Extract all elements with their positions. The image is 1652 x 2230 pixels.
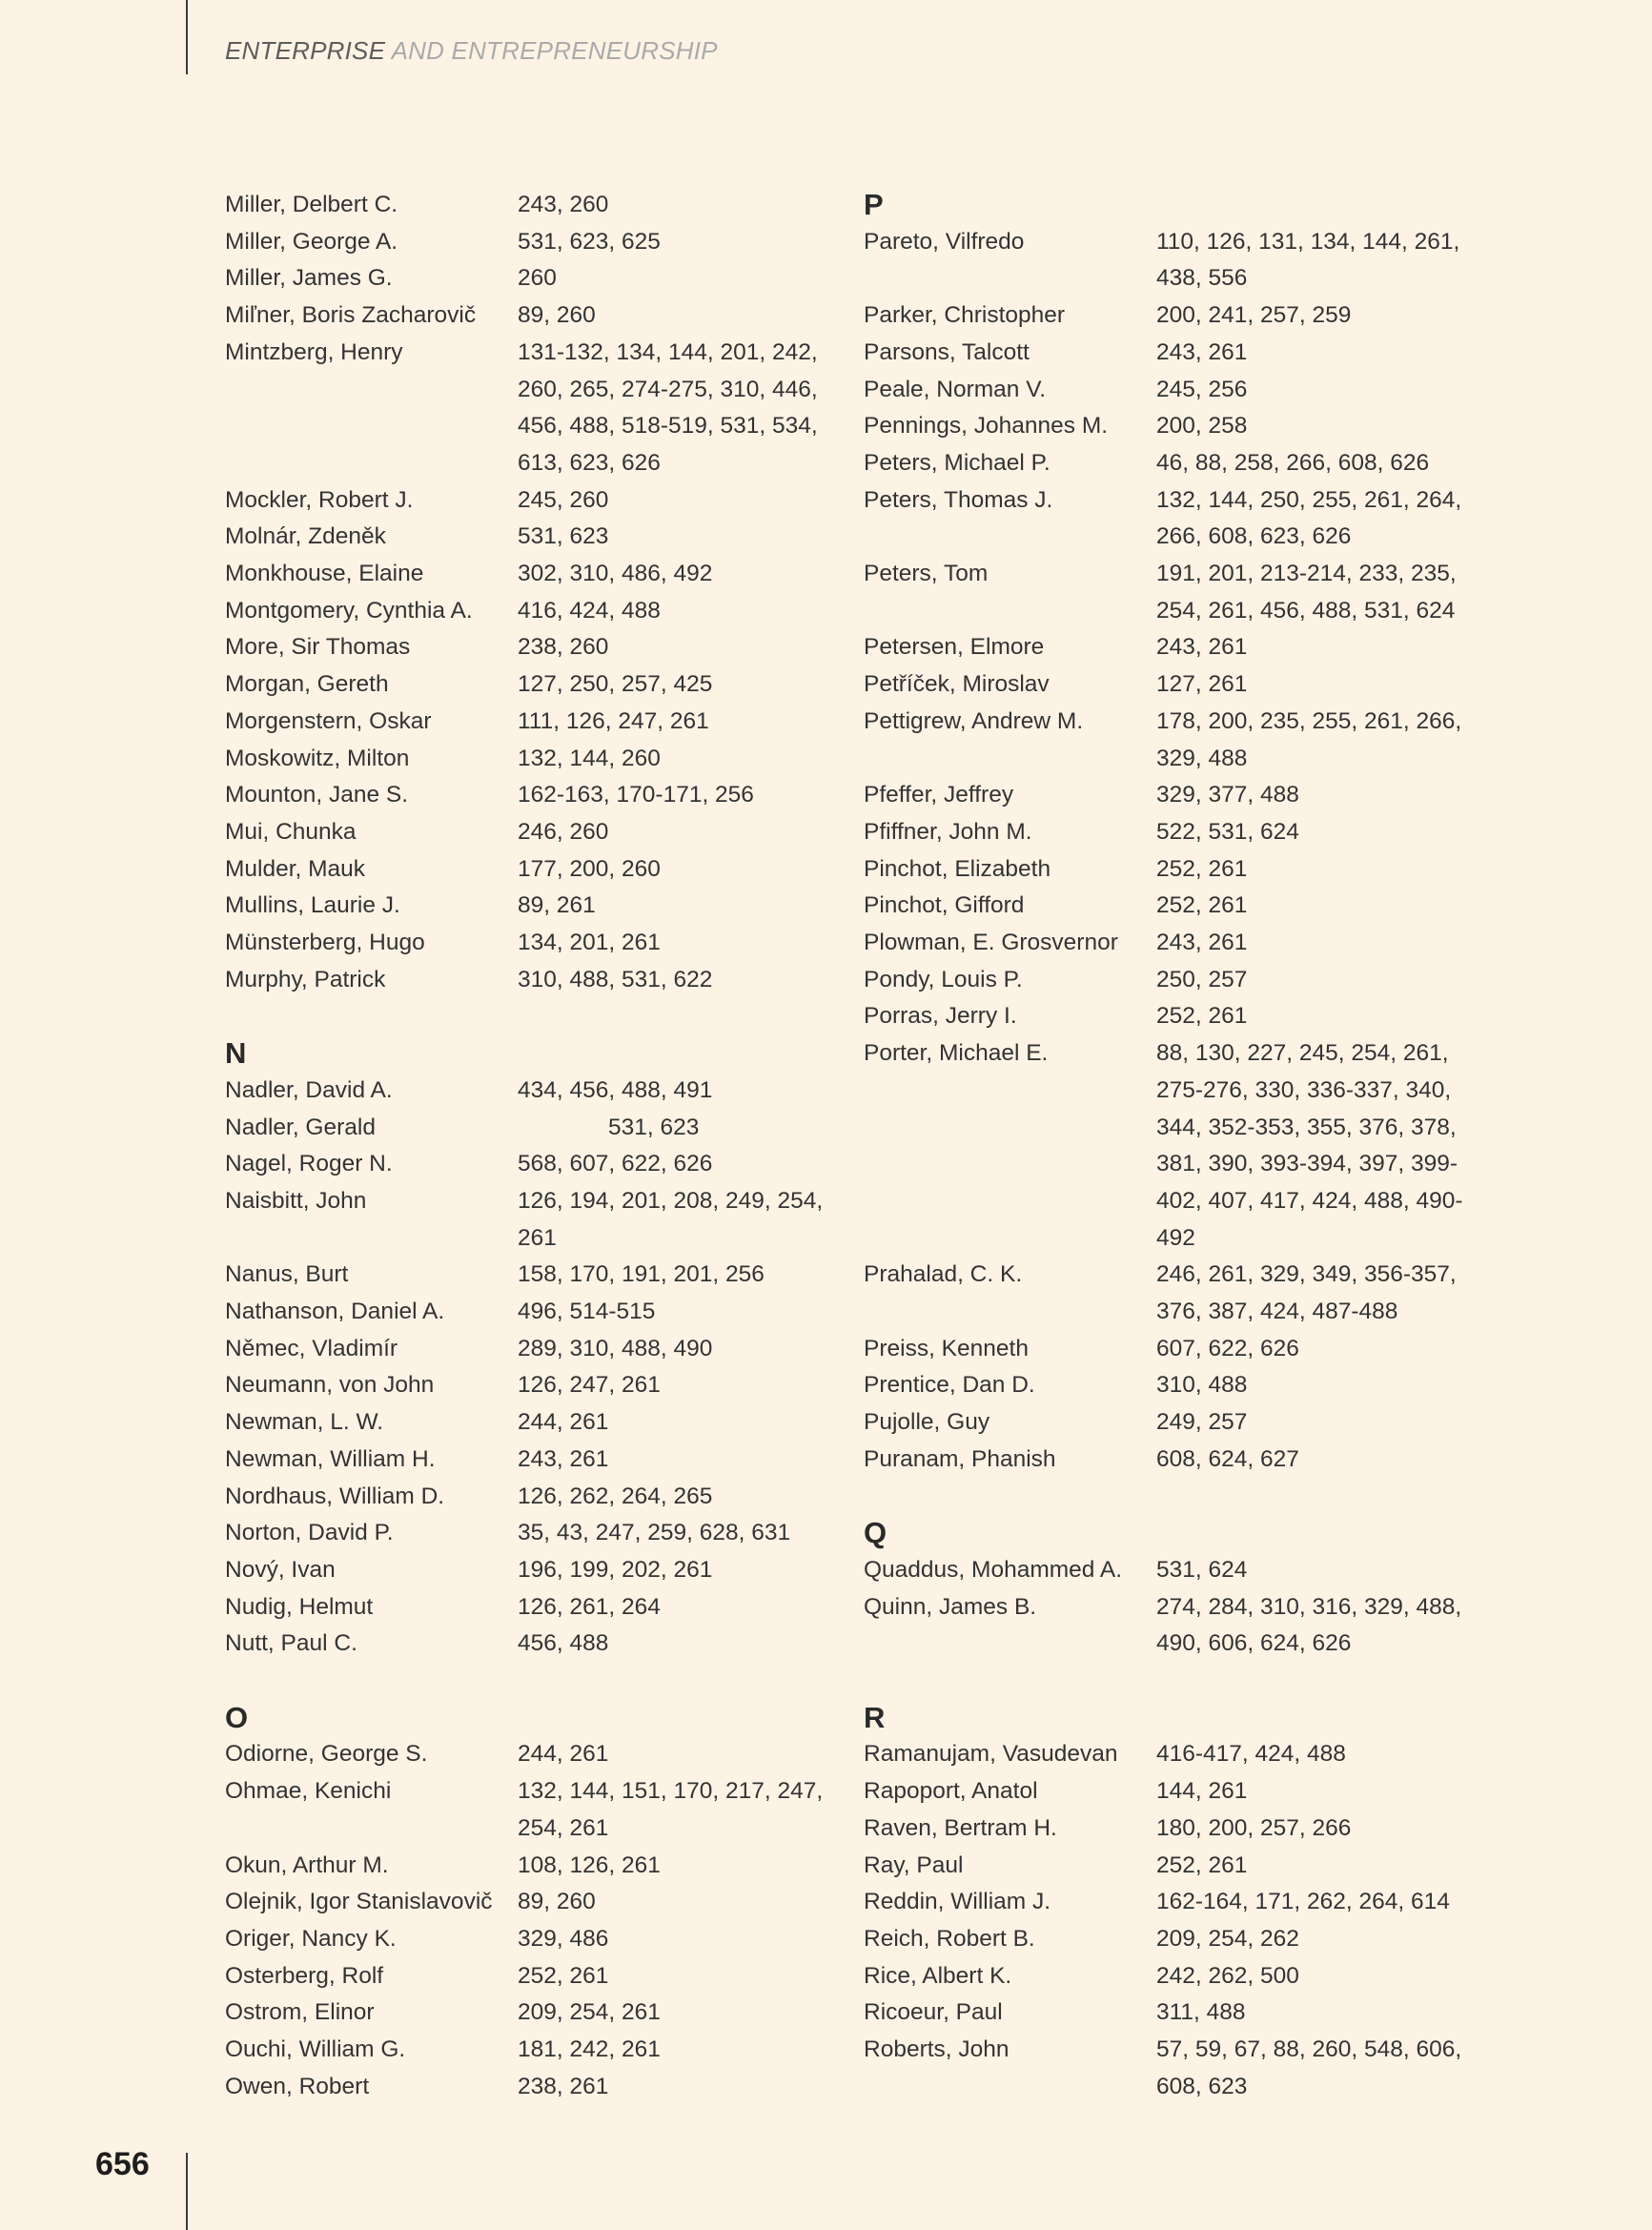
entry-pages: 245, 260 [518,486,609,513]
index-entry [225,1515,835,1552]
index-entry [225,666,835,704]
entry-name: Prahalad, C. K. [864,1261,1023,1288]
entry-pages: 108, 126, 261 [518,1852,661,1878]
entry-pages: 531, 623 [518,523,609,550]
entry-name: Olejnik, Igor Stanislavovič [225,1889,493,1915]
section-letter: P [864,188,884,221]
entry-pages: 131-132, 134, 144, 201, 242, 260, 265, 274-275, 310, 446, 456, 488, 518-519, 531, 534, 613, 623, 626 [518,338,818,476]
entry-pages: 243, 260 [518,192,609,217]
entry-name: Okun, Arthur M. [225,1852,389,1878]
entry-pages: 244, 261 [518,1741,609,1768]
entry-pages: 274, 284, 310, 316, 329, 488, 490, 606, 624, 626 [1156,1593,1462,1657]
entry-pages: 416-417, 424, 488 [1156,1741,1346,1768]
entry-pages: 252, 261 [1156,1852,1248,1878]
entry-pages: 126, 194, 201, 208, 249, 254, 261 [518,1187,824,1251]
entry-name: Mui, Chunka [225,818,357,845]
index-entry [864,814,1474,851]
index-entry [864,851,1474,889]
entry-pages: 456, 488 [518,1630,609,1657]
entry-name: Miller, George A. [225,228,398,255]
section-gap [864,1479,1474,1516]
entry-pages: 46, 88, 258, 266, 608, 626 [1156,449,1430,476]
index-entry [225,629,835,666]
entry-pages: 209, 254, 262 [1156,1925,1299,1952]
entry-pages: 243, 261 [1156,338,1248,365]
entry-pages: 329, 486 [518,1925,609,1952]
entry-name: Münsterberg, Hugo [225,930,425,956]
header-title-primary: ENTERPRISE [225,36,386,65]
entry-name: Pennings, Johannes M. [864,413,1109,440]
entry-name: Nagel, Roger N. [225,1151,393,1177]
index-entry [864,1442,1474,1479]
index-entry [225,1921,835,1958]
section-gap [225,998,835,1035]
index-entry [225,814,835,851]
index-entry [225,1552,835,1589]
entry-name: Raven, Bertram H. [864,1814,1057,1841]
entry-pages: 568, 607, 622, 626 [518,1151,713,1177]
entry-name: Pfiffner, John M. [864,818,1032,845]
entry-name: Porras, Jerry I. [864,1003,1017,1030]
entry-name: Peale, Norman V. [864,376,1047,402]
index-entry [225,888,835,925]
entry-pages: 178, 200, 235, 255, 261, 266, 329, 488 [1156,707,1462,771]
index-entry [864,1773,1474,1811]
entry-name: Nadler, David A. [225,1076,393,1103]
entry-name: Reich, Robert B. [864,1925,1035,1952]
index-entry [864,1589,1474,1663]
entry-name: Mounton, Jane S. [225,782,409,808]
entry-pages: 180, 200, 257, 266 [1156,1814,1352,1841]
entry-pages: 243, 261 [518,1445,609,1472]
section-gap [864,1663,1474,1700]
section-letter: R [864,1700,886,1734]
index-entry [225,2032,835,2069]
index-entry [225,2069,835,2106]
index-entry [225,1367,835,1404]
index-entry [225,1626,835,1663]
entry-name: Ostrom, Elinor [225,1999,375,2026]
index-entry [225,593,835,630]
entry-pages: 243, 261 [1156,634,1248,661]
index-entry [225,297,835,335]
entry-pages: 127, 261 [1156,671,1248,698]
entry-pages: 496, 514-515 [518,1299,656,1325]
index-entry [864,297,1474,335]
entry-name: Moskowitz, Milton [225,745,410,771]
entry-name: Peters, Thomas J. [864,486,1053,513]
entry-name: Newman, L. W. [225,1409,384,1436]
entry-name: Owen, Robert [225,2073,370,2099]
entry-pages: 162-164, 171, 262, 264, 614 [1156,1889,1450,1915]
index-entry [864,1552,1474,1589]
index-entry [864,1736,1474,1773]
entry-name: Neumann, von John [225,1372,435,1399]
entry-name: Pujolle, Guy [864,1409,990,1436]
entry-name: Norton, David P. [225,1520,394,1546]
index-entry [225,1848,835,1885]
entry-name: Quaddus, Mohammed A. [864,1556,1123,1583]
entry-pages: 310, 488, 531, 622 [518,966,713,992]
entry-name: More, Sir Thomas [225,634,411,661]
entry-name: Ramanujam, Vasudevan [864,1741,1118,1768]
entry-pages: 200, 258 [1156,413,1248,440]
index-entry [225,1773,835,1847]
header-title-secondary: AND ENTREPRENEURSHIP [391,36,718,65]
entry-name: Nadler, Gerald [225,1114,376,1140]
index-entry [225,925,835,962]
entry-name: Morgenstern, Oskar [225,707,432,734]
section-letter: N [225,1036,247,1071]
entry-name: Pettigrew, Andrew M. [864,707,1084,734]
entry-name: Roberts, John [864,2036,1010,2063]
entry-name: Murphy, Patrick [225,966,386,992]
entry-name: Miller, Delbert C. [225,192,398,217]
entry-name: Peters, Tom [864,561,989,587]
entry-name: Porter, Michael E. [864,1040,1049,1067]
entry-pages: 126, 261, 264 [518,1593,661,1620]
entry-name: Prentice, Dan D. [864,1372,1035,1399]
entry-pages: 252, 261 [1156,1003,1248,1030]
index-entry [864,408,1474,445]
index-entry [225,1073,835,1110]
index-entry [864,704,1474,777]
entry-pages: 110, 126, 131, 134, 144, 261, 438, 556 [1156,228,1460,292]
entry-pages: 531, 623, 625 [518,228,661,255]
entry-name: Origer, Nancy K. [225,1925,397,1952]
index-entry [225,704,835,741]
entry-name: Petersen, Elmore [864,634,1045,661]
index-entry [225,1146,835,1183]
entry-pages: 260 [518,265,557,292]
index-entry [864,629,1474,666]
entry-pages: 250, 257 [1156,966,1248,992]
entry-name: Miľner, Boris Zacharovič [225,302,477,329]
index-entry [225,482,835,520]
entry-pages: 89, 261 [518,892,596,919]
entry-pages: 245, 256 [1156,376,1248,402]
entry-pages: 252, 261 [1156,892,1248,919]
entry-name: Peters, Michael P. [864,449,1050,476]
entry-pages: 126, 262, 264, 265 [518,1483,713,1509]
entry-pages: 302, 310, 486, 492 [518,561,713,587]
index-column-right [864,187,1474,2105]
entry-pages: 181, 242, 261 [518,2036,661,2063]
entry-name: Mulder, Mauk [225,855,366,882]
entry-pages: 249, 257 [1156,1409,1248,1436]
entry-name: Montgomery, Cynthia A. [225,597,473,624]
entry-name: Quinn, James B. [864,1593,1037,1620]
section-letter: Q [864,1516,887,1550]
entry-pages: 531, 624 [1156,1556,1248,1583]
entry-name: Němec, Vladimír [225,1335,398,1361]
entry-pages: 434, 456, 488, 491 [518,1076,713,1103]
entry-pages: 57, 59, 67, 88, 260, 548, 606, 608, 623 [1156,2036,1462,2099]
index-entry [864,925,1474,962]
index-entry [864,777,1474,814]
entry-name: Pondy, Louis P. [864,966,1023,992]
entry-pages: 35, 43, 247, 259, 628, 631 [518,1520,791,1546]
index-entry [864,1921,1474,1958]
entry-name: Ohmae, Kenichi [225,1778,392,1805]
entry-name: Pinchot, Elizabeth [864,855,1051,882]
index-entry [225,1958,835,1995]
entry-name: Reddin, William J. [864,1889,1051,1915]
index-entry [864,335,1474,372]
index-entry [864,998,1474,1035]
entry-pages: 289, 310, 488, 490 [518,1335,713,1361]
entry-pages: 238, 260 [518,634,609,661]
entry-name: Plowman, E. Grosvernor [864,930,1118,956]
entry-pages: 416, 424, 488 [518,597,661,624]
entry-pages: 88, 130, 227, 245, 254, 261, 275-276, 330, 336-337, 340, 344, 352-353, 355, 376, 378, 381, 390, 393-394, 397, 399-402, 407, 417, 424, 488, 490-492 [1156,1040,1463,1251]
index-entry [225,1736,835,1773]
entry-pages: 246, 260 [518,818,609,845]
entry-pages: 238, 261 [518,2073,609,2099]
index-entry [225,1331,835,1368]
footer-rule [186,2153,188,2230]
entry-pages: 191, 201, 213-214, 233, 235, 254, 261, 456, 488, 531, 624 [1156,561,1457,624]
entry-name: Petříček, Miroslav [864,671,1050,698]
entry-name: Nudig, Helmut [225,1593,374,1620]
index-entry [225,1257,835,1294]
entry-pages: 89, 260 [518,302,596,329]
entry-name: Nový, Ivan [225,1556,336,1583]
entry-name: Pinchot, Gifford [864,892,1025,919]
index-entry [864,962,1474,999]
section-letter: O [225,1700,249,1734]
entry-name: Ouchi, William G. [225,2036,406,2063]
entry-name: Pareto, Vilfredo [864,228,1025,255]
entry-pages: 127, 250, 257, 425 [518,671,713,698]
index-entry [225,260,835,297]
index-entry [864,1404,1474,1442]
entry-pages: 531, 623 [608,1114,700,1140]
index-entry [225,1884,835,1921]
entry-pages: 132, 144, 260 [518,745,661,771]
entry-pages: 134, 201, 261 [518,930,661,956]
index-entry [864,1257,1474,1330]
entry-pages: 144, 261 [1156,1778,1248,1805]
entry-name: Miller, James G. [225,265,393,292]
entry-name: Newman, William H. [225,1445,436,1472]
entry-name: Nanus, Burt [225,1261,349,1288]
index-entry [225,962,835,999]
index-entry [864,666,1474,704]
entry-name: Parsons, Talcott [864,338,1030,365]
entry-pages: 311, 488 [1156,1999,1246,2026]
entry-name: Morgan, Gereth [225,671,389,698]
index-column-left [225,187,835,2106]
section-gap [225,1663,835,1700]
index-entry [864,556,1474,629]
entry-name: Mullins, Laurie J. [225,892,400,919]
entry-pages: 607, 622, 626 [1156,1335,1299,1361]
index-entry [225,1110,835,1147]
index-entry [225,187,835,224]
entry-name: Rapoport, Anatol [864,1778,1038,1805]
entry-name: Molnár, Zdeněk [225,523,386,550]
entry-name: Nathanson, Daniel A. [225,1299,445,1325]
index-entry [864,1848,1474,1885]
entry-pages: 242, 262, 500 [1156,1962,1299,1989]
entry-name: Pfeffer, Jeffrey [864,782,1014,808]
index-entry [225,1294,835,1331]
entry-name: Nutt, Paul C. [225,1630,357,1657]
entry-name: Naisbitt, John [225,1187,367,1214]
index-entry [864,1035,1474,1257]
index-entry [864,445,1474,482]
index-entry [225,335,835,482]
entry-name: Mockler, Robert J. [225,486,414,513]
entry-name: Mintzberg, Henry [225,338,403,365]
entry-pages: 209, 254, 261 [518,1999,661,2026]
entry-pages: 252, 261 [518,1962,609,1989]
entry-pages: 246, 261, 329, 349, 356-357, 376, 387, 424, 487-488 [1156,1261,1457,1325]
entry-pages: 329, 377, 488 [1156,782,1299,808]
index-entry [864,224,1474,297]
entry-pages: 132, 144, 250, 255, 261, 264, 266, 608, 623, 626 [1156,486,1462,550]
entry-pages: 522, 531, 624 [1156,818,1299,845]
index-entry [864,1331,1474,1368]
entry-pages: 608, 624, 627 [1156,1445,1299,1472]
entry-name: Osterberg, Rolf [225,1962,384,1989]
entry-name: Nordhaus, William D. [225,1483,445,1509]
index-entry [225,851,835,889]
index-entry [864,1367,1474,1404]
index-entry [864,1884,1474,1921]
entry-pages: 132, 144, 151, 170, 217, 247, 254, 261 [518,1778,824,1841]
index-entry [225,1589,835,1626]
entry-pages: 89, 260 [518,1889,596,1915]
index-entry [225,1404,835,1442]
entry-name: Parker, Christopher [864,302,1066,329]
index-entry [864,888,1474,925]
index-entry [225,1479,835,1516]
index-entry [225,1442,835,1479]
index-entry [864,482,1474,556]
entry-pages: 196, 199, 202, 261 [518,1556,713,1583]
entry-name: Monkhouse, Elaine [225,561,424,587]
entry-name: Ray, Paul [864,1852,964,1878]
index-entry [225,777,835,814]
index-entry [225,741,835,778]
entry-pages: 177, 200, 260 [518,855,661,882]
index-entry [225,556,835,593]
entry-pages: 252, 261 [1156,855,1248,882]
entry-pages: 200, 241, 257, 259 [1156,302,1352,329]
entry-name: Ricoeur, Paul [864,1999,1003,2026]
header-rule [186,0,188,74]
entry-pages: 310, 488 [1156,1372,1248,1399]
index-entry [864,2032,1474,2105]
index-entry [864,372,1474,409]
index-entry [864,1958,1474,1995]
entry-name: Odiorne, George S. [225,1741,428,1768]
index-entry [225,1183,835,1257]
index-entry [864,1811,1474,1848]
entry-pages: 126, 247, 261 [518,1372,661,1399]
index-entry [864,1995,1474,2032]
entry-name: Preiss, Kenneth [864,1335,1029,1361]
index-entry [225,519,835,556]
page-number: 656 [95,2146,150,2182]
index-entry [225,1995,835,2032]
entry-pages: 162-163, 170-171, 256 [518,782,754,808]
entry-pages: 158, 170, 191, 201, 256 [518,1261,765,1288]
running-header [225,36,718,66]
entry-pages: 244, 261 [518,1409,609,1436]
entry-name: Puranam, Phanish [864,1445,1056,1472]
entry-name: Rice, Albert K. [864,1962,1012,1989]
entry-pages: 111, 126, 247, 261 [518,707,709,734]
entry-pages: 243, 261 [1156,930,1248,956]
index-entry [225,224,835,261]
